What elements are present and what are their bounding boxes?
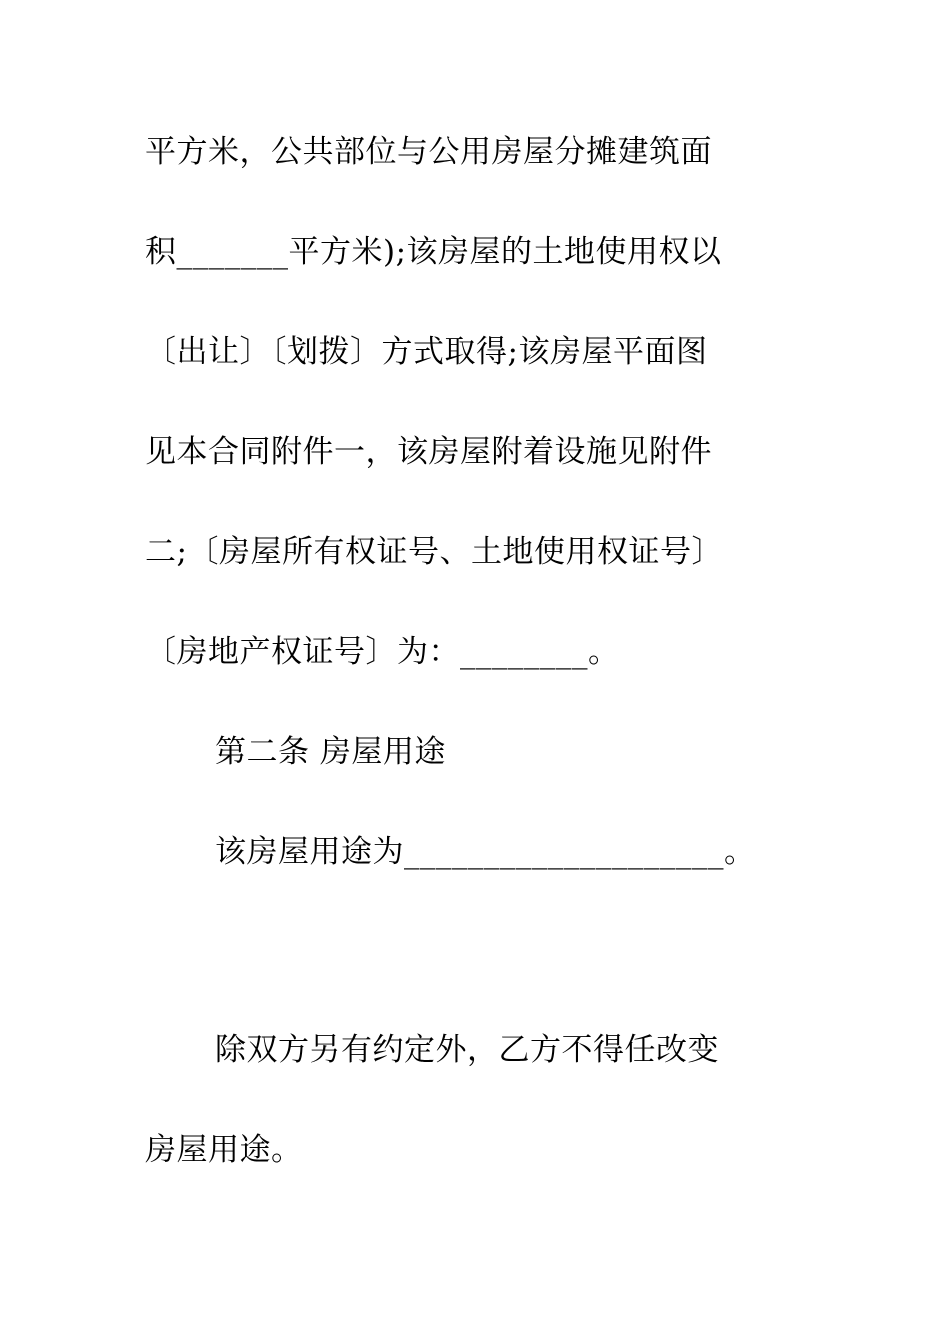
text-line-2: 积_______平方米);该房屋的土地使用权以 xyxy=(145,234,722,270)
section-heading: 第二条 房屋用途 xyxy=(215,734,446,770)
text-line-4: 见本合同附件一，该房屋附着设施见附件 xyxy=(145,434,712,470)
text-line-6: 〔房地产权证号〕为：________。 xyxy=(145,634,620,670)
text-line-5: 二;〔房屋所有权证号、土地使用权证号〕 xyxy=(145,534,723,570)
text-line-clause-1: 除双方另有约定外，乙方不得任改变 xyxy=(215,1032,719,1068)
text-line-usage: 该房屋用途为____________________。 xyxy=(215,834,756,870)
text-line-1: 平方米，公共部位与公用房屋分摊建筑面 xyxy=(145,134,712,170)
text-line-3: 〔出让〕〔划拨〕方式取得;该房屋平面图 xyxy=(145,334,708,370)
text-line-clause-2: 房屋用途。 xyxy=(145,1132,303,1168)
